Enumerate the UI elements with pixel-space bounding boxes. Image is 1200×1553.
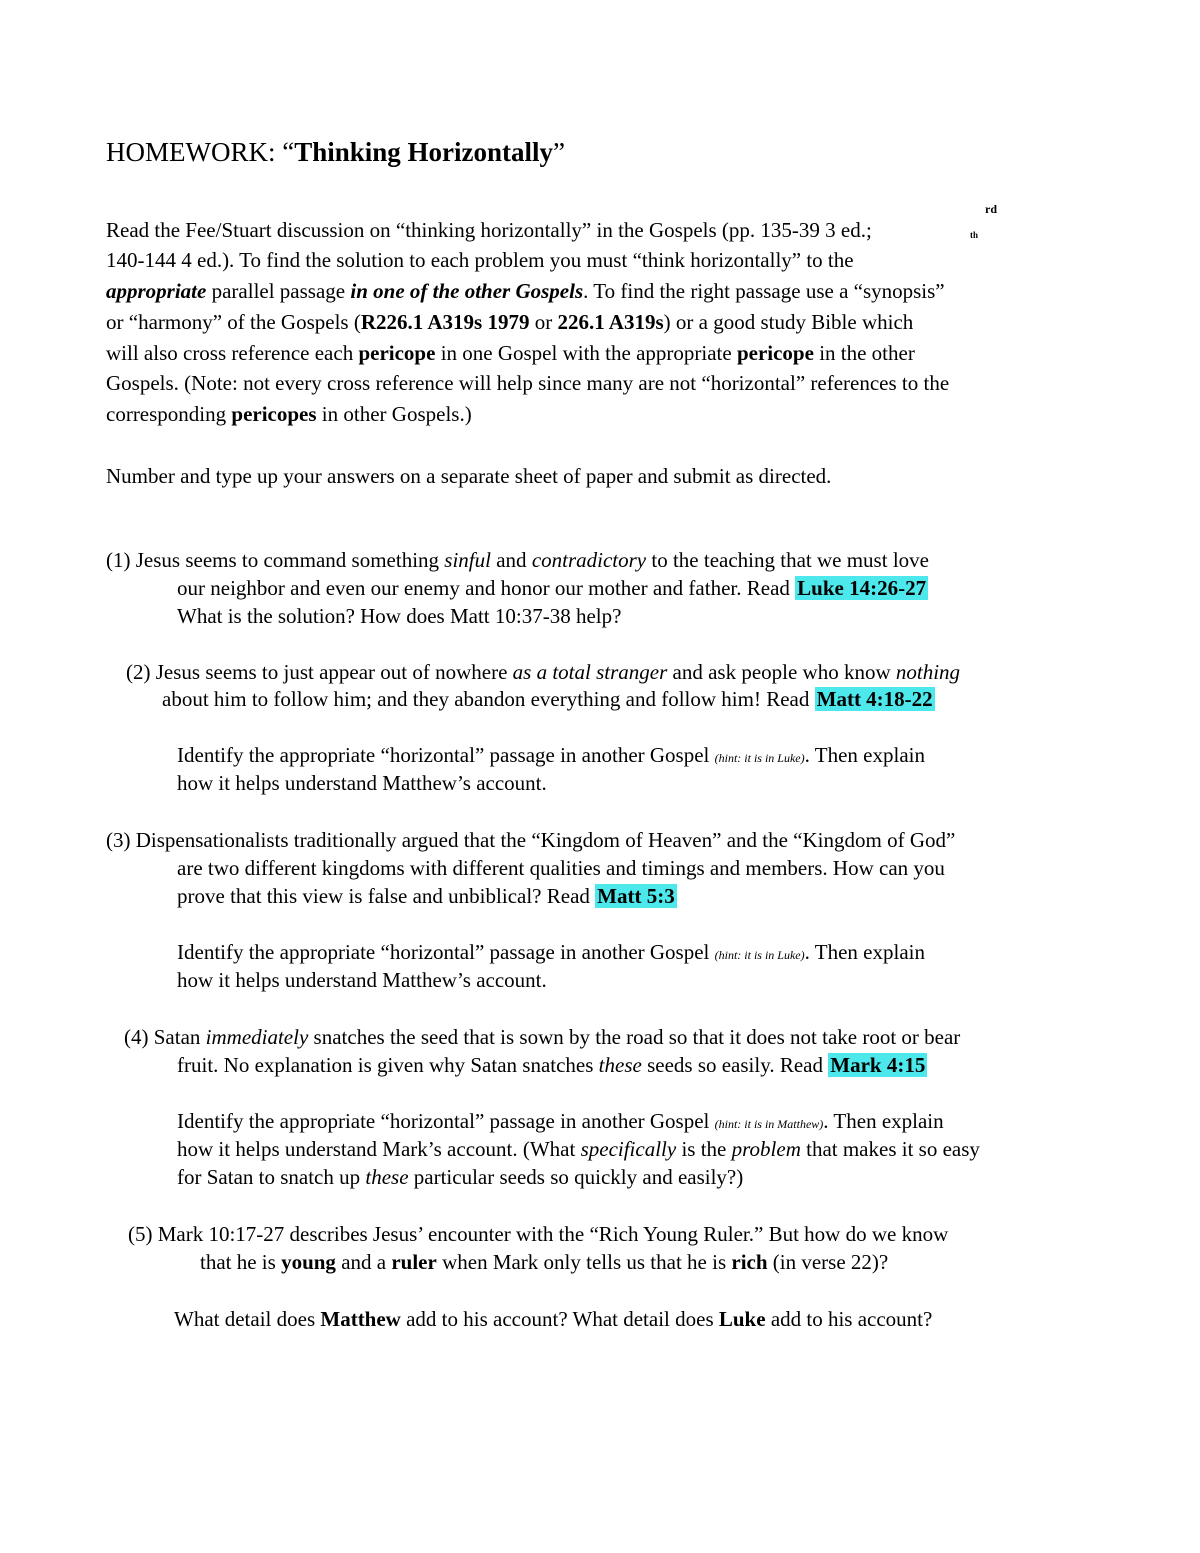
superscript-rd: rd [985,202,997,216]
question-4-line-3: Identify the appropriate “horizontal” passage in another Gospel (hint: it is in Matthew). Then explain [177,1109,944,1133]
superscript-th: th [970,230,979,240]
intro-line-7: corresponding pericopes in other Gospels.) [106,402,472,426]
page-title [106,139,565,166]
intro-line-3: appropriate parallel passage in one of the other Gospels. To find the right passage use a “synopsis” [106,279,945,303]
scripture-ref-luke-14: Luke 14:26-27 [797,576,927,600]
question-3-line-3: prove that this view is false and unbiblical? Read Matt 5:3 [177,884,675,908]
intro-line-2: 140-144 4 ed.). To find the solution to each problem you must “think horizontally” to the [106,248,854,272]
question-1-line-3: What is the solution? How does Matt 10:37-38 help? [177,604,622,628]
intro-line-6: Gospels. (Note: not every cross reference will help since many are not “horizontal” references to the [106,371,950,395]
scripture-ref-mark-4: Mark 4:15 [830,1053,926,1077]
question-3-line-2: are two different kingdoms with different qualities and timings and members. How can you [177,856,945,880]
question-3-line-5: how it helps understand Matthew’s account. [177,968,547,992]
question-5-line-1: (5) Mark 10:17-27 describes Jesus’ encounter with the “Rich Young Ruler.” But how do we know [128,1222,949,1246]
intro-line-5: will also cross reference each pericope in one Gospel with the appropriate pericope in the other [106,341,915,365]
title-prefix: HOMEWORK: “ [106,137,295,167]
question-4-line-5: for Satan to snatch up these particular seeds so quickly and easily?) [177,1165,744,1189]
question-4-line-2: fruit. No explanation is given why Satan snatches these seeds so easily. Read Mark 4:15 [177,1053,926,1077]
question-1-line-1: (1) Jesus seems to command something sinful and contradictory to the teaching that we must love [106,548,929,572]
intro-line-4: or “harmony” of the Gospels (R226.1 A319s 1979 or 226.1 A319s) or a good study Bible which [106,310,914,334]
scripture-ref-matt-4: Matt 4:18-22 [816,687,933,711]
question-4-line-4: how it helps understand Mark’s account. (What specifically is the problem that makes it so easy [177,1137,980,1161]
question-2-line-1: (2) Jesus seems to just appear out of nowhere as a total stranger and ask people who know nothing [126,660,961,684]
question-3-line-4: Identify the appropriate “horizontal” passage in another Gospel (hint: it is in Luke). Then explain [177,940,925,964]
question-2-line-3: Identify the appropriate “horizontal” passage in another Gospel (hint: it is in Luke). Then explain [177,743,925,767]
question-5-line-3: What detail does Matthew add to his account? What detail does Luke add to his account? [174,1307,933,1331]
question-2-line-2: about him to follow him; and they abandon everything and follow him! Read Matt 4:18-22 [162,687,933,711]
question-4-line-1: (4) Satan immediately snatches the seed that is sown by the road so that it does not take root or bear [124,1025,961,1049]
intro-line-1: Read the Fee/Stuart discussion on “thinking horizontally” in the Gospels (pp. 135-39 3 ed.; [106,218,872,242]
scripture-ref-matt-5: Matt 5:3 [597,884,675,908]
instruction-text: Number and type up your answers on a separate sheet of paper and submit as directed. [106,464,832,488]
title-main: Thinking Horizontally [294,137,554,167]
question-5-line-2: that he is young and a ruler when Mark only tells us that he is rich (in verse 22)? [200,1250,889,1274]
question-3-line-1: (3) Dispensationalists traditionally argued that the “Kingdom of Heaven” and the “Kingdom of God” [106,828,956,852]
title-suffix: ” [553,137,566,167]
question-2-line-4: how it helps understand Matthew’s account. [177,771,547,795]
question-1-line-2: our neighbor and even our enemy and honor our mother and father. Read Luke 14:26-27 [177,576,927,600]
